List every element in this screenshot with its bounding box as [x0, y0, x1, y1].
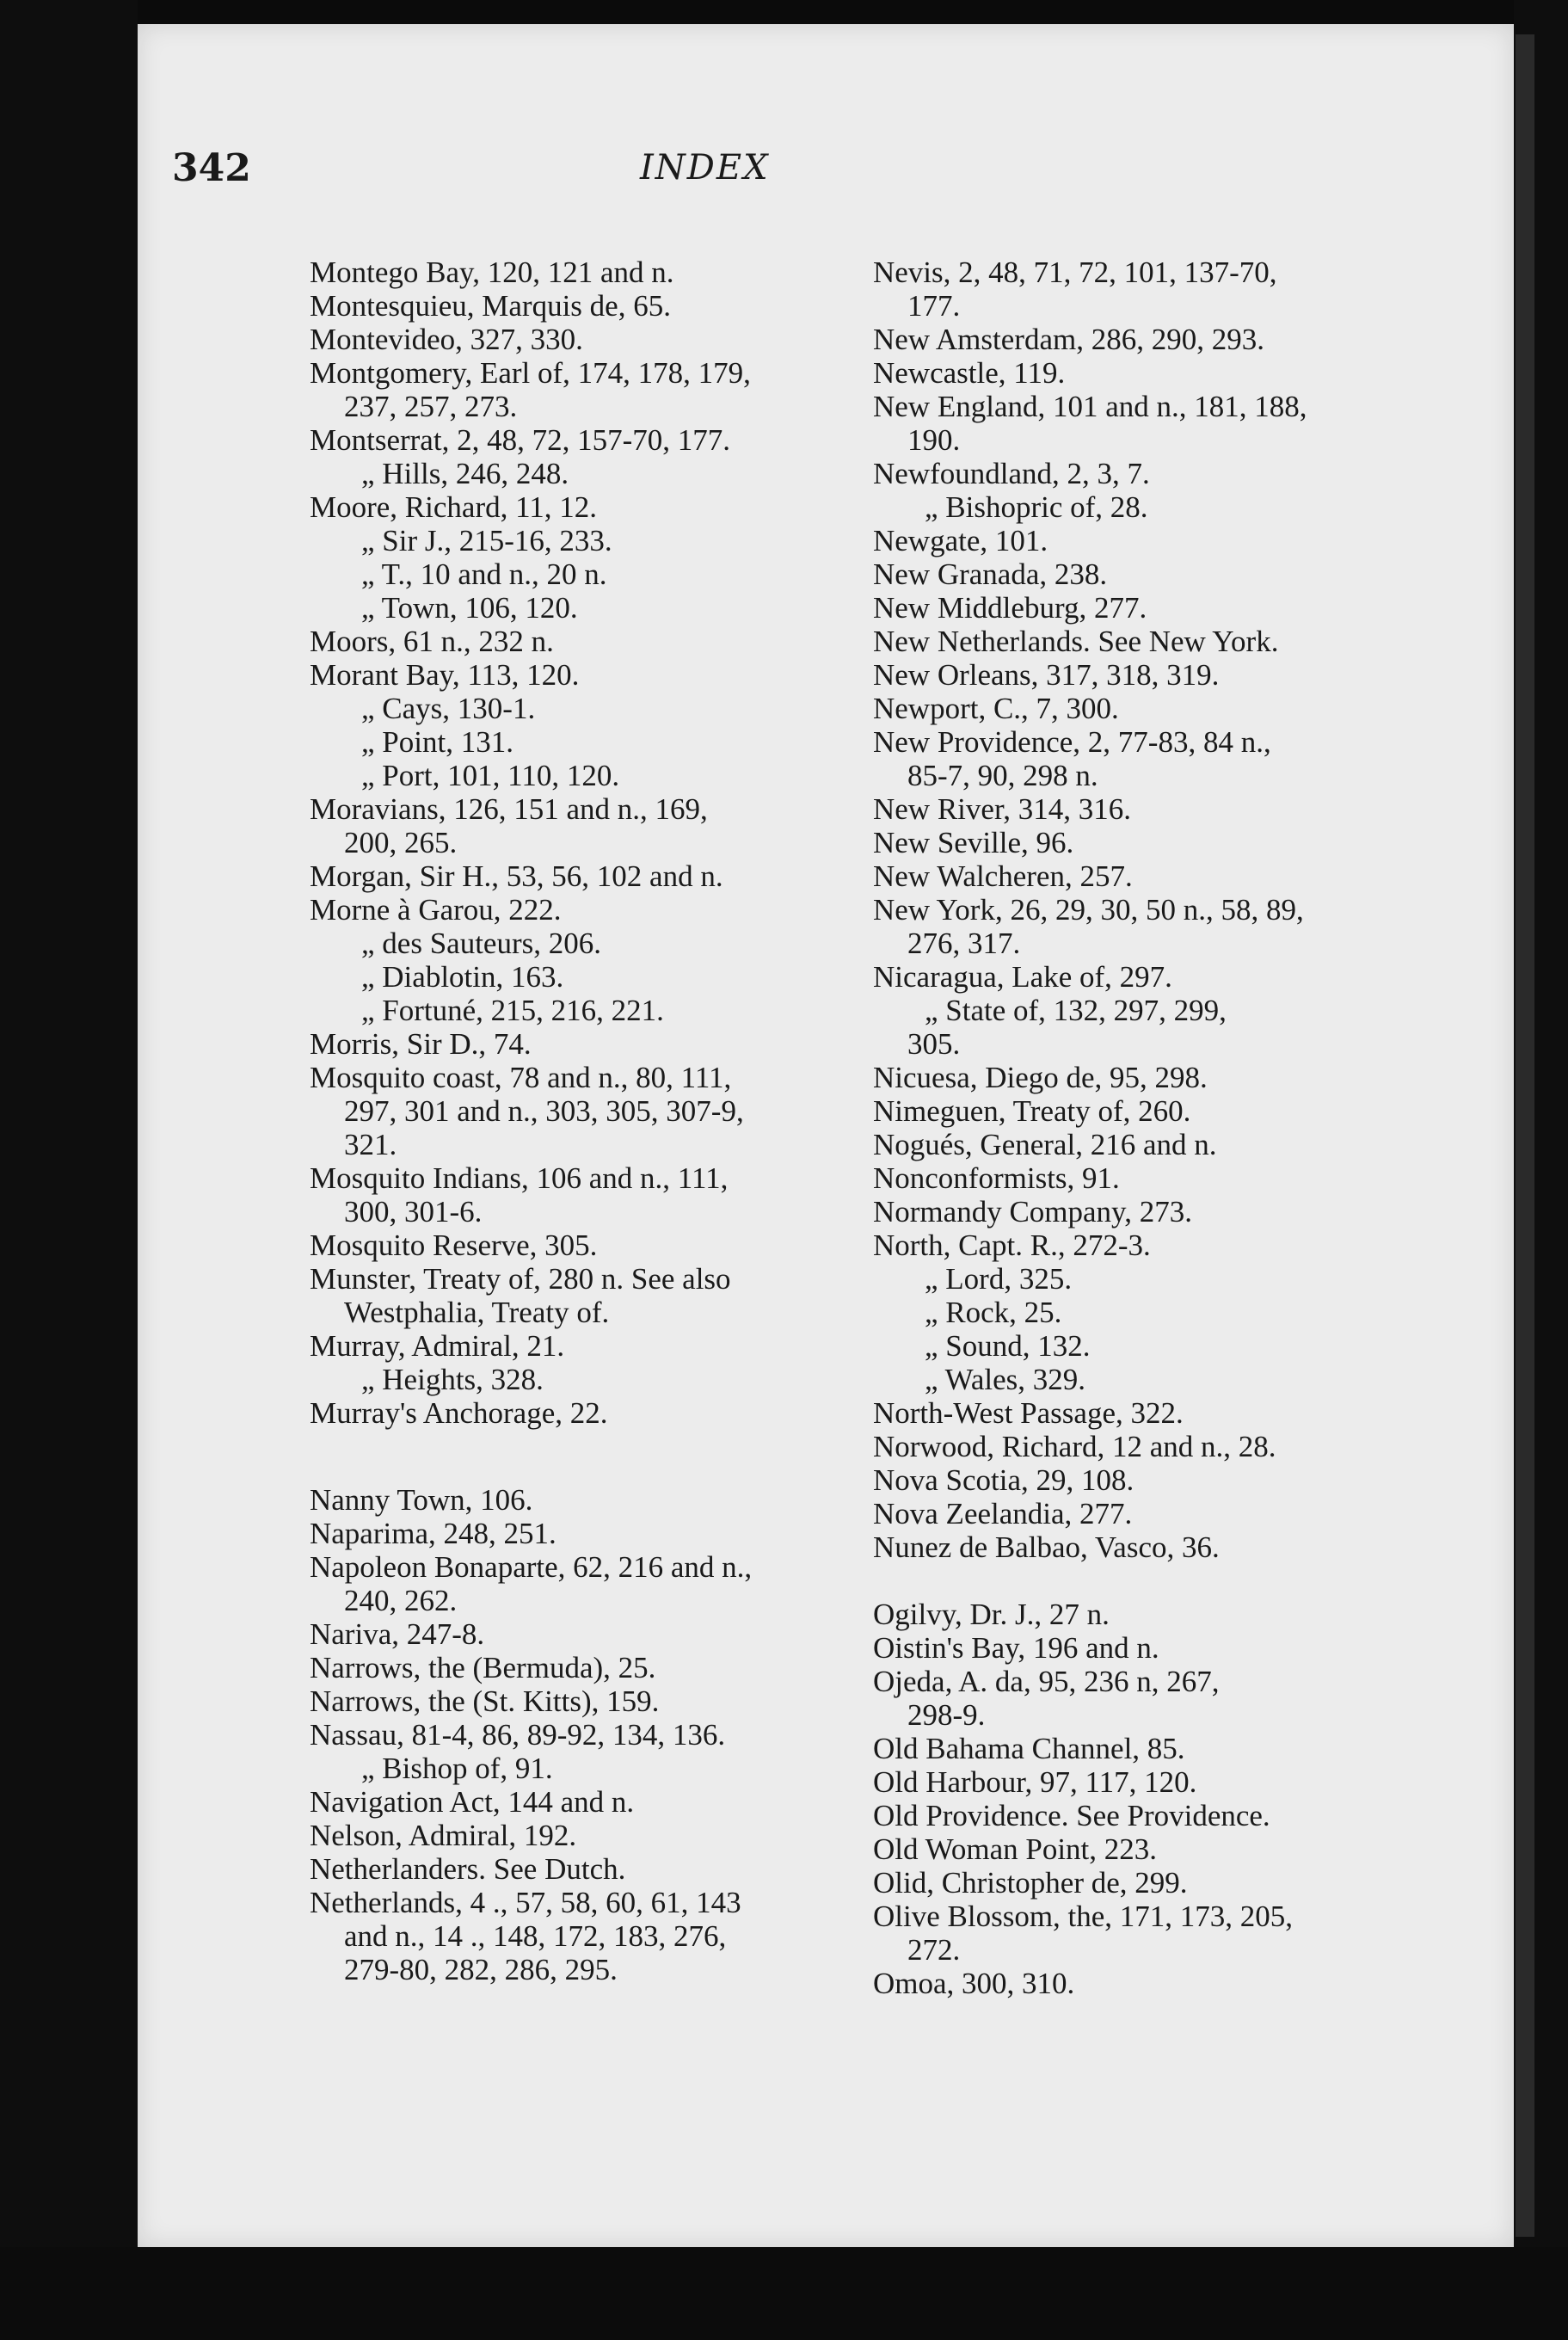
index-entry: 297, 301 and n., 303, 305, 307-9, — [344, 1094, 744, 1128]
section-gap — [310, 1430, 843, 1483]
index-entry: „ Wales, 329. — [925, 1363, 1086, 1396]
index-entry: Ogilvy, Dr. J., 27 n. — [873, 1598, 1110, 1631]
index-entry: Ojeda, A. da, 95, 236 n, 267, — [873, 1665, 1220, 1698]
index-entry: 237, 257, 273. — [344, 390, 518, 423]
index-entry: „ Heights, 328. — [361, 1363, 544, 1396]
page-number: 342 — [172, 146, 251, 190]
index-entry: New Walcheren, 257. — [873, 859, 1133, 893]
index-entry: Murray's Anchorage, 22. — [310, 1396, 608, 1430]
index-entry: 300, 301-6. — [344, 1195, 483, 1228]
index-entry: „ Port, 101, 110, 120. — [361, 759, 620, 792]
index-entry: Moravians, 126, 151 and n., 169, — [310, 792, 708, 826]
index-entry: Nanny Town, 106. — [310, 1483, 533, 1517]
index-entry: Omoa, 300, 310. — [873, 1967, 1075, 2000]
index-entry: Nova Zeelandia, 277. — [873, 1497, 1133, 1530]
index-entry: Montserrat, 2, 48, 72, 157-70, 177. — [310, 423, 730, 457]
index-entry: „ des Sauteurs, 206. — [361, 927, 601, 960]
index-entry: Mosquito Reserve, 305. — [310, 1228, 598, 1262]
index-entry: Montesquieu, Marquis de, 65. — [310, 289, 671, 323]
index-entry: Naparima, 248, 251. — [310, 1517, 556, 1550]
index-entry: „ T., 10 and n., 20 n. — [361, 557, 607, 591]
scan-border-left — [0, 0, 138, 2340]
index-entry: Morant Bay, 113, 120. — [310, 658, 580, 692]
index-entry: Mosquito Indians, 106 and n., 111, — [310, 1161, 729, 1195]
index-entry: Nelson, Admiral, 192. — [310, 1819, 577, 1852]
index-entry: „ Diablotin, 163. — [361, 960, 564, 994]
index-entry: Nogués, General, 216 and n. — [873, 1128, 1217, 1161]
index-entry: Narrows, the (Bermuda), 25. — [310, 1651, 656, 1684]
running-title: INDEX — [640, 148, 770, 188]
index-entry: „ Sir J., 215-16, 233. — [361, 524, 612, 557]
index-entry: Newgate, 101. — [873, 524, 1048, 557]
index-entry: and n., 14 ., 148, 172, 183, 276, — [344, 1919, 727, 1953]
index-entry: 276, 317. — [907, 927, 1021, 960]
index-entry: North-West Passage, 322. — [873, 1396, 1184, 1430]
index-entry: New Orleans, 317, 318, 319. — [873, 658, 1220, 692]
index-entry: Montevideo, 327, 330. — [310, 323, 583, 356]
index-entry: „ State of, 132, 297, 299, — [925, 994, 1227, 1027]
index-entry: Nonconformists, 91. — [873, 1161, 1120, 1195]
index-entry: 85-7, 90, 298 n. — [907, 759, 1098, 792]
index-entry: Munster, Treaty of, 280 n. See also — [310, 1262, 731, 1296]
index-entry: Normandy Company, 273. — [873, 1195, 1193, 1228]
index-entry: 200, 265. — [344, 826, 458, 859]
index-entry: Navigation Act, 144 and n. — [310, 1785, 635, 1819]
index-entry: „ Cays, 130-1. — [361, 692, 536, 725]
index-entry: „ Lord, 325. — [925, 1262, 1073, 1296]
index-entry: Old Harbour, 97, 117, 120. — [873, 1765, 1197, 1799]
index-entry: Mosquito coast, 78 and n., 80, 111, — [310, 1061, 732, 1094]
index-entry: Nunez de Balbao, Vasco, 36. — [873, 1530, 1220, 1564]
index-entry: New Providence, 2, 77-83, 84 n., — [873, 725, 1271, 759]
index-entry: North, Capt. R., 272-3. — [873, 1228, 1151, 1262]
index-entry: Nimeguen, Treaty of, 260. — [873, 1094, 1191, 1128]
index-entry: New Granada, 238. — [873, 557, 1108, 591]
index-entry: Montego Bay, 120, 121 and n. — [310, 256, 674, 289]
index-entry: 298-9. — [907, 1698, 986, 1732]
index-entry: Nicuesa, Diego de, 95, 298. — [873, 1061, 1208, 1094]
index-entry: „ Hills, 246, 248. — [361, 457, 569, 490]
index-entry: „ Bishopric of, 28. — [925, 490, 1148, 524]
index-entry: 177. — [907, 289, 961, 323]
section-gap — [873, 1564, 1423, 1598]
index-entry: 190. — [907, 423, 961, 457]
index-entry: Oistin's Bay, 196 and n. — [873, 1631, 1159, 1665]
index-entry: Old Providence. See Providence. — [873, 1799, 1270, 1832]
index-entry: Narrows, the (St. Kitts), 159. — [310, 1684, 660, 1718]
scan-border-bottom — [0, 2247, 1568, 2340]
index-entry: „ Fortuné, 215, 216, 221. — [361, 994, 664, 1027]
index-entry: New York, 26, 29, 30, 50 n., 58, 89, — [873, 893, 1304, 927]
index-entry: 279-80, 282, 286, 295. — [344, 1953, 618, 1986]
index-entry: Nariva, 247-8. — [310, 1617, 485, 1651]
index-entry: New England, 101 and n., 181, 188, — [873, 390, 1307, 423]
index-entry: Morne à Garou, 222. — [310, 893, 562, 927]
index-entry: 305. — [907, 1027, 961, 1061]
index-entry: Napoleon Bonaparte, 62, 216 and n., — [310, 1550, 753, 1584]
index-entry: Nicaragua, Lake of, 297. — [873, 960, 1172, 994]
index-entry: 240, 262. — [344, 1584, 458, 1617]
index-entry: Newcastle, 119. — [873, 356, 1066, 390]
index-entry: Nassau, 81-4, 86, 89-92, 134, 136. — [310, 1718, 726, 1752]
index-entry: „ Bishop of, 91. — [361, 1752, 553, 1785]
index-entry: Norwood, Richard, 12 and n., 28. — [873, 1430, 1276, 1463]
index-entry: New Seville, 96. — [873, 826, 1074, 859]
index-entry: Murray, Admiral, 21. — [310, 1329, 565, 1363]
index-entry: Westphalia, Treaty of. — [344, 1296, 610, 1329]
index-entry: „ Sound, 132. — [925, 1329, 1091, 1363]
index-entry: „ Rock, 25. — [925, 1296, 1062, 1329]
index-entry: „ Point, 131. — [361, 725, 513, 759]
index-entry: New River, 314, 316. — [873, 792, 1131, 826]
index-entry: Olive Blossom, the, 171, 173, 205, — [873, 1900, 1294, 1933]
index-entry: Old Bahama Channel, 85. — [873, 1732, 1185, 1765]
index-entry: Newfoundland, 2, 3, 7. — [873, 457, 1150, 490]
index-entry: Nevis, 2, 48, 71, 72, 101, 137-70, — [873, 256, 1277, 289]
index-entry: Morgan, Sir H., 53, 56, 102 and n. — [310, 859, 723, 893]
index-entry: Montgomery, Earl of, 174, 178, 179, — [310, 356, 751, 390]
index-entry: Moors, 61 n., 232 n. — [310, 625, 554, 658]
index-entry: Newport, C., 7, 300. — [873, 692, 1119, 725]
index-entry: Nova Scotia, 29, 108. — [873, 1463, 1134, 1497]
scan-border-top — [0, 0, 1568, 24]
index-entry: New Middleburg, 277. — [873, 591, 1147, 625]
index-column-left — [310, 256, 843, 1986]
book-spine — [1516, 34, 1534, 2237]
index-entry: Netherlands, 4 ., 57, 58, 60, 61, 143 — [310, 1886, 741, 1919]
index-entry: 272. — [907, 1933, 961, 1967]
index-entry: New Amsterdam, 286, 290, 293. — [873, 323, 1264, 356]
index-entry: Morris, Sir D., 74. — [310, 1027, 532, 1061]
index-entry: Olid, Christopher de, 299. — [873, 1866, 1188, 1900]
index-entry: 321. — [344, 1128, 397, 1161]
index-entry: „ Town, 106, 120. — [361, 591, 578, 625]
index-entry: Old Woman Point, 223. — [873, 1832, 1158, 1866]
index-entry: Netherlanders. See Dutch. — [310, 1852, 626, 1886]
index-entry: New Netherlands. See New York. — [873, 625, 1279, 658]
index-column-right — [873, 256, 1423, 2000]
index-entry: Moore, Richard, 11, 12. — [310, 490, 598, 524]
